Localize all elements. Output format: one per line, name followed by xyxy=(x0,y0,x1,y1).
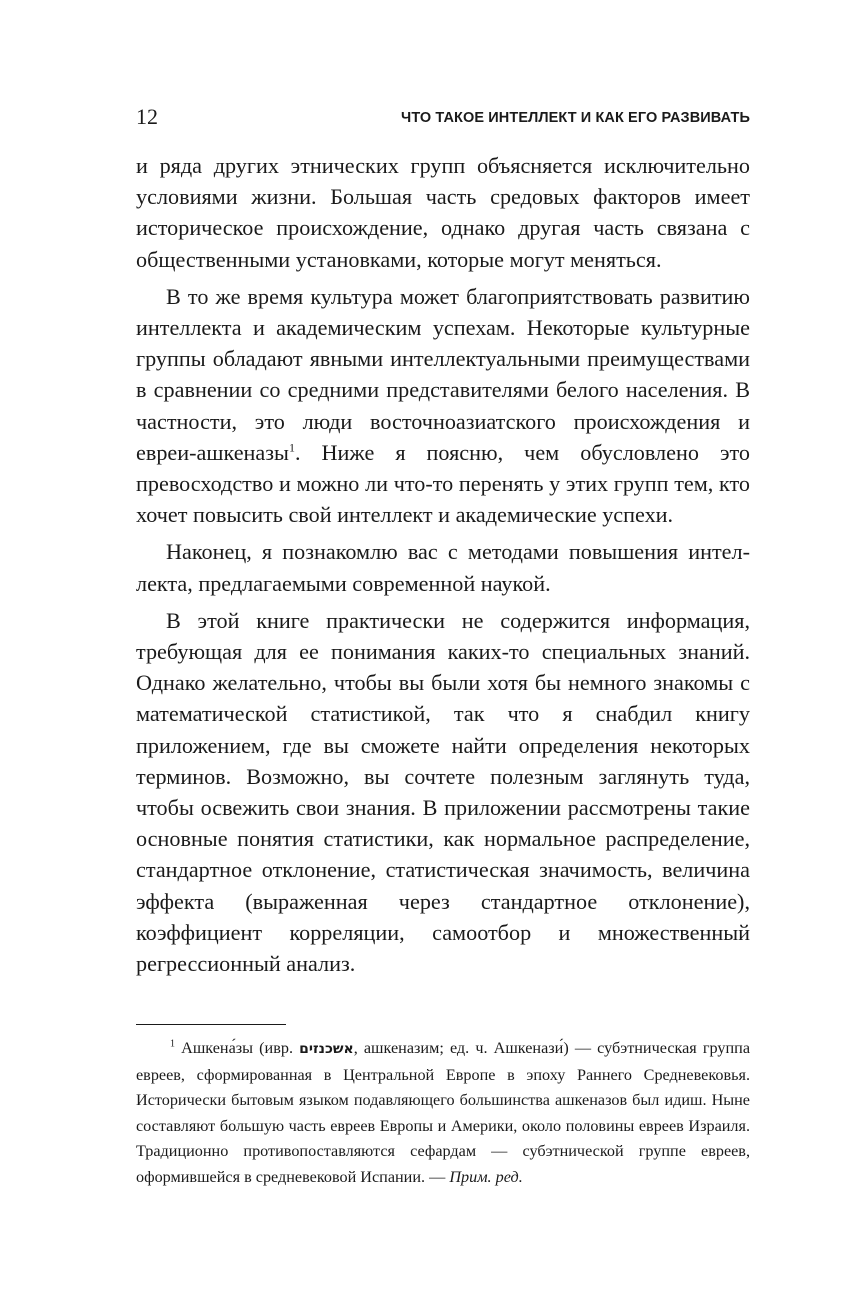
paragraph-3: Наконец, я познакомлю вас с методами повышения интеллекта, предлагаемыми современной наукой. xyxy=(136,539,750,596)
paragraph-2-text-b: . Ниже я поясню, чем обусловлено это превосходство и можно ли что-то перенять у этих групп тем, кто хочет повысить свой интеллект и академические успехи. xyxy=(136,439,750,528)
paragraph-1: и ряда других этнических групп объясняется исключительно условиями жизни. Большая часть средовых факторов имеет историческое происхождение, однако другая часть связана с общественными установками, которые могут меняться. xyxy=(136,153,750,272)
footnote-lead: Ашкена́зы (ивр. xyxy=(175,1039,300,1057)
page-header xyxy=(136,103,750,131)
editor-note: Прим. ред. xyxy=(449,1167,523,1186)
footnote-text: , ашкеназим; ед. ч. Ашкенази́) — субэтническая группа евреев, сформированная в Центральной Европе в эпоху Раннего Средневековья. Исторически бытовым языком подавляющего большинства ашкеназов был идиш. Ныне составляют большую часть евреев Европы и Америки, около половины евреев Израиля. Традиционно противопоставляются сефардам — субэтнической группе евреев, оформившейся в средневековой Испании. — xyxy=(136,1039,751,1186)
main-text xyxy=(136,150,750,985)
footnote-mark: 1 xyxy=(170,1038,175,1050)
paragraph-2-text-a: В то же время культура может благоприятствовать развитию интеллекта и академическим успехам. Некоторые культурные группы обладают явными интеллектуальными преимуществами в сравнении со средними представителями белого населения. В частности, это люди восточноазиатского происхождения и евреи-ашкеназы xyxy=(136,283,750,465)
footnote-hebrew-word: אשכנזים xyxy=(299,1041,354,1057)
footnote xyxy=(136,1036,750,1191)
paragraph-4: В этой книге практически не содержится информация, требующая для ее понимания каких-то специальных знаний. Однако желательно, чтобы вы были хотя бы немного знакомы с математической статистикой, так что я снабдил книгу приложением, где вы сможете найти определения некоторых терминов. Возможно, вы сочтете полезным заглянуть туда, чтобы освежить свои знания. В приложении рассмотрены такие основные понятия статистики, как нормальное распределение, стандартное отклонение, статистическая значимость, величина эффекта (выраженная через стандартное отклонение), коэффициент корреляции, самоотбор и множественный регрессионный анализ. xyxy=(136,607,750,977)
footnote-reference: 1 xyxy=(288,440,295,455)
page-number: 12 xyxy=(136,104,158,129)
footnote-divider xyxy=(136,1024,286,1025)
running-title: ЧТО ТАКОЕ ИНТЕЛЛЕКТ И КАК ЕГО РАЗВИВАТЬ xyxy=(401,110,750,126)
paragraph-2 xyxy=(136,281,750,531)
